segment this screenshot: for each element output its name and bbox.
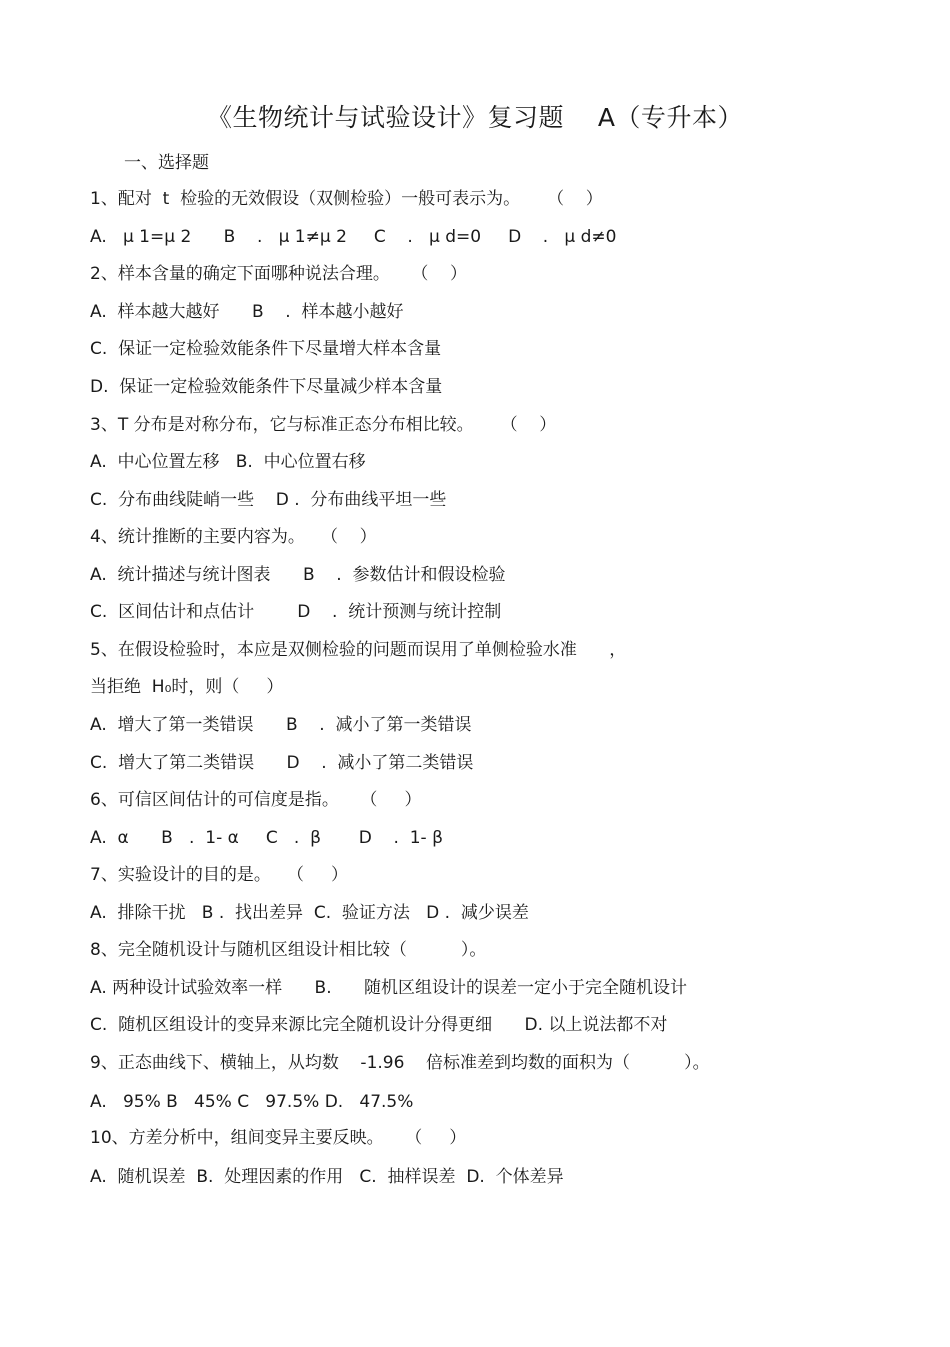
question-4: 4、统计推断的主要内容为。 （ ） [90,527,377,547]
question-10-options: A. 随机误差 B. 处理因素的作用 C. 抽样误差 D. 个体差异 [90,1167,564,1187]
question-2: 2、样本含量的确定下面哪种说法合理。 （ ） [90,264,468,284]
question-8-options-cd: C. 随机区组设计的变异来源比完全随机设计分得更细 D. 以上说法都不对 [90,1015,668,1035]
question-5-options-cd: C. 增大了第二类错误 D . 减小了第二类错误 [90,753,474,773]
question-2-option-c: C. 保证一定检验效能条件下尽量增大样本含量 [90,339,442,359]
question-4-options-ab: A. 统计描述与统计图表 B . 参数估计和假设检验 [90,565,506,585]
question-2-option-d: D. 保证一定检验效能条件下尽量减少样本含量 [90,377,443,397]
question-10: 10、方差分析中，组间变异主要反映。 （ ） [90,1128,467,1148]
page-title: 《生物统计与试验设计》复习题 A（专升本） [207,103,743,132]
question-8: 8、完全随机设计与随机区组设计相比较（ ）。 [90,940,487,960]
question-5-cont: 当拒绝 H₀时，则（ ） [90,677,284,697]
question-5-options-ab: A. 增大了第一类错误 B . 减小了第一类错误 [90,715,472,735]
question-6-options: A. α B . 1- α C . β D . 1- β [90,828,443,848]
question-6: 6、可信区间估计的可信度是指。 （ ） [90,790,422,810]
section-heading: 一、选择题 [124,153,209,173]
question-7: 7、实验设计的目的是。 （ ） [90,865,349,885]
question-3-options-cd: C. 分布曲线陡峭一些 D . 分布曲线平坦一些 [90,490,447,510]
question-4-options-cd: C. 区间估计和点估计 D . 统计预测与统计控制 [90,602,502,622]
question-3-options-ab: A. 中心位置左移 B. 中心位置右移 [90,452,366,472]
question-9: 9、正态曲线下、横轴上，从均数 -1.96 倍标准差到均数的面积为（ ）。 [90,1053,710,1073]
question-1-options: A. μ 1=μ 2 B . μ 1≠μ 2 C . μ d=0 D . μ d≠0 [90,227,617,247]
question-1: 1、配对 t 检验的无效假设（双侧检验）一般可表示为。 （ ） [90,189,603,209]
question-5: 5、在假设检验时，本应是双侧检验的问题而误用了单侧检验水准 ， [90,640,627,660]
question-9-options: A. 95% B 45% C 97.5% D. 47.5% [90,1092,414,1112]
question-7-options: A. 排除干扰 B . 找出差异 C. 验证方法 D . 减少误差 [90,903,529,923]
question-8-options-ab: A. 两种设计试验效率一样 B. 随机区组设计的误差一定小于完全随机设计 [90,978,688,998]
question-3: 3、T 分布是对称分布，它与标准正态分布相比较。 （ ） [90,415,557,435]
question-2-options-ab: A. 样本越大越好 B . 样本越小越好 [90,302,404,322]
